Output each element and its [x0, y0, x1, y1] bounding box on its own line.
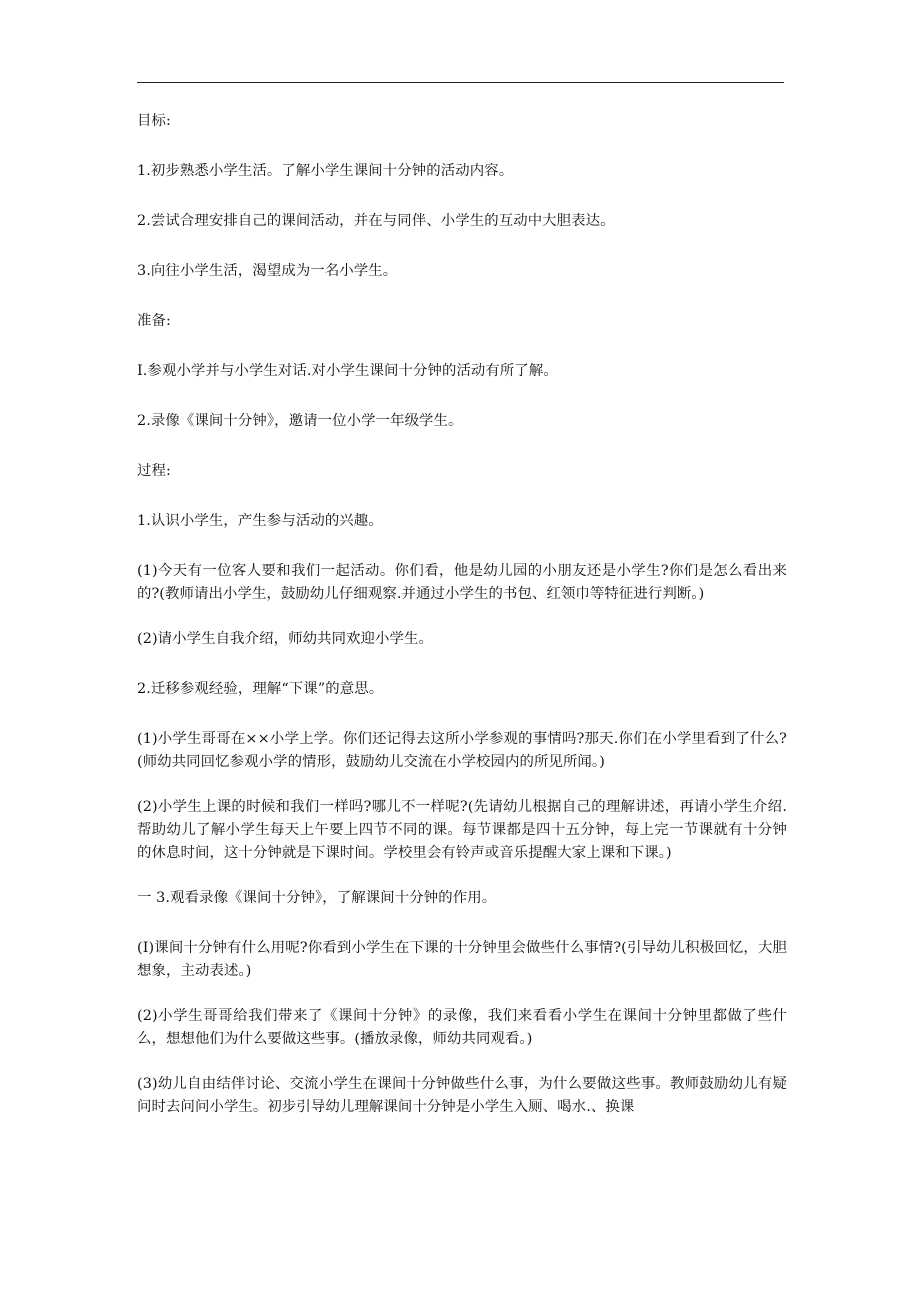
section-heading-process: 过程:	[137, 463, 171, 479]
preparation-item: I.参观小学并与小学生对话.对小学生课间十分钟的活动有所了解。	[137, 363, 558, 379]
process-paragraph: (I)课间十分钟有什么用呢?你看到小学生在下课的十分钟里会做些什么事情?(引导幼儿积极回忆，大胆想象，主动表述。)	[137, 940, 787, 979]
process-step: 1.认识小学生，产生参与活动的兴趣。	[137, 513, 383, 529]
goal-item: 3.向往小学生活，渴望成为一名小学生。	[137, 263, 398, 279]
goal-item: 1.初步熟悉小学生活。了解小学生课间十分钟的活动内容。	[137, 163, 514, 179]
section-heading-goals: 目标:	[137, 113, 171, 129]
section-heading-preparation: 准备:	[137, 313, 171, 329]
process-step: 2.迁移参观经验，理解“下课”的意思。	[137, 681, 384, 697]
process-paragraph: (2)小学生上课的时候和我们一样吗?哪儿不一样呢?(先请幼儿根据自己的理解讲述，再请小学生介绍.帮助幼儿了解小学生每天上午要上四节不同的课。每节课都是四十五分钟，每上完一节课就有十分钟的休息时间，这十分钟就是下课时间。学校里会有铃声或音乐提醒大家上课和下课。)	[137, 799, 787, 861]
goal-item: 2.尝试合理安排自己的课间活动，并在与同伴、小学生的互动中大胆表达。	[137, 213, 615, 229]
header-rule	[137, 82, 784, 83]
process-paragraph: (2)请小学生自我介绍，师幼共同欢迎小学生。	[137, 631, 434, 647]
process-paragraph: (2)小学生哥哥给我们带来了《课间十分钟》的录像，我们来看看小学生在课间十分钟里都做了些什么，想想他们为什么要做这些事。(播放录像，师幼共同观看。)	[137, 1008, 787, 1047]
process-paragraph: (1)小学生哥哥在××小学上学。你们还记得去这所小学参观的事情吗?那天.你们在小学里看到了什么?(师幼共同回忆参观小学的情形，鼓励幼儿交流在小学校园内的所见所闻。)	[137, 731, 787, 770]
preparation-item: 2.录像《课间十分钟》，邀请一位小学一年级学生。	[137, 413, 463, 429]
document-body	[137, 110, 787, 1141]
process-step: 一 3.观看录像《课间十分钟》，了解课间十分钟的作用。	[137, 890, 497, 906]
process-paragraph: (3)幼儿自由结伴讨论、交流小学生在课间十分钟做些什么事，为什么要做这些事。教师鼓励幼儿有疑问时去问问小学生。初步引导幼儿理解课间十分钟是小学生入厕、喝水.、换课	[137, 1076, 787, 1115]
process-paragraph: (1)今天有一位客人要和我们一起活动。你们看，他是幼儿园的小朋友还是小学生?你们是怎么看出来的?(教师请出小学生，鼓励幼儿仔细观察.并通过小学生的书包、红领巾等特征进行判断。)	[137, 563, 787, 602]
